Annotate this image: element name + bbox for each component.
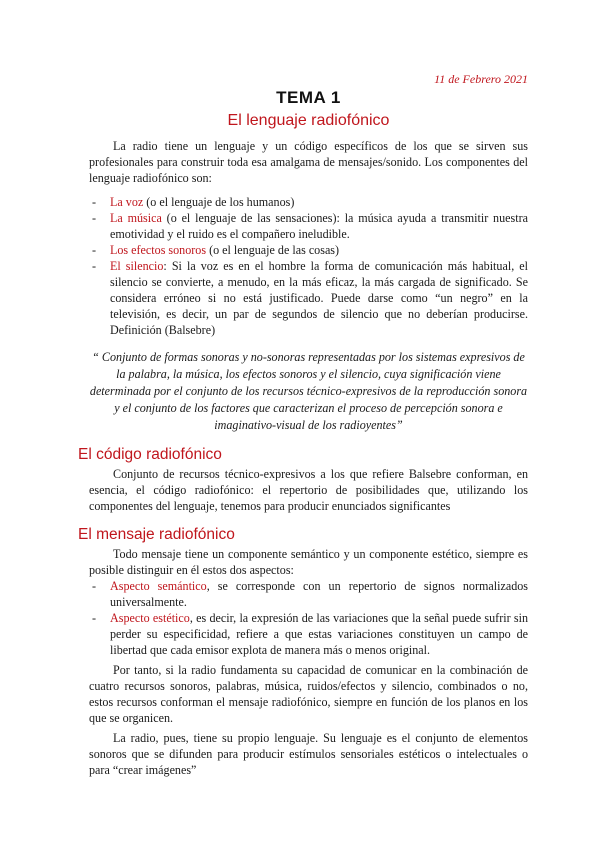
- item-text: (o el lenguaje de los humanos): [143, 195, 295, 209]
- dash-marker: -: [92, 259, 97, 273]
- term-efectos: Los efectos sonoros: [110, 243, 207, 257]
- mensaje-paragraph-1: Todo mensaje tiene un componente semántico y un componente estético, siempre es posible distinguir en él estos dos aspectos:: [89, 547, 528, 577]
- item-text: (o el lenguaje de las cosas): [206, 243, 340, 257]
- dash-marker: -: [92, 211, 97, 225]
- balsebre-quote: “ Conjunto de formas sonoras y no-sonoras representadas por los sistemas expresivos de la palabra, la música, los efectos sonoros y el silencio, cuya significación viene determinada por el conjunto de los recursos técnico-expresivos de la reproducción sonora y el conjunto de los factores que caracterizan el proceso de percepción sonora e imaginativo-visual de los radioyentes”: [89, 350, 528, 432]
- list-item: [89, 242, 528, 258]
- dash-marker: -: [92, 611, 97, 625]
- list-item: [89, 194, 528, 210]
- section-heading-mensaje: El mensaje radiofónico: [78, 526, 235, 543]
- term-estetico: Aspecto estético: [110, 611, 190, 625]
- codigo-paragraph: Conjunto de recursos técnico-expresivos a los que refiere Balsebre conforman, en esencia, el código radiofónico: el repertorio de posibilidades que, utilizando los componentes del lenguaje, tenemos para producir enunciados significantes: [89, 467, 528, 513]
- item-text: : Si la voz es en el hombre la forma de comunicación más habitual, el silencio se convierte, a menudo, en la más eficaz, la más cargada de significado. Se considera erróneo si no está justificado. Puede darse como “un negro” en la televisión, es decir, un par de segundos de silencio que no deberían producirse. Definición (Balsebre): [110, 259, 528, 337]
- mensaje-paragraph-3: La radio, pues, tiene su propio lenguaje. Su lenguaje es el conjunto de elementos sonoros que se difunden para producir estímulos sensoriales estéticos o intelectuales o para “crear imágenes”: [89, 731, 528, 777]
- intro-paragraph: La radio tiene un lenguaje y un código específicos de los que se sirven sus profesionales para construir toda esa amalgama de mensajes/sonido. Los componentes del lenguaje radiofónico son:: [89, 139, 528, 185]
- term-semantico: Aspecto semántico: [110, 579, 207, 593]
- components-list: [89, 194, 528, 338]
- list-item: [89, 610, 528, 658]
- list-item: [89, 210, 528, 242]
- page-title: TEMA 1: [276, 88, 341, 107]
- dash-marker: -: [92, 243, 97, 257]
- item-text: , es decir, la expresión de las variaciones que la señal puede sufrir sin perder su especificidad, refiere a que estas variaciones constituyen un campo de libertad que cada emisor explota de manera más o menos original.: [110, 611, 528, 657]
- item-text: , se corresponde con un repertorio de signos normalizados universalmente.: [110, 579, 528, 609]
- document-date: 11 de Febrero 2021: [434, 72, 528, 86]
- dash-marker: -: [92, 195, 97, 209]
- list-item: [89, 578, 528, 610]
- aspects-list: [89, 578, 528, 658]
- term-silencio: El silencio: [110, 259, 164, 273]
- term-voz: La voz: [110, 195, 144, 209]
- item-text: (o el lenguaje de las sensaciones): la música ayuda a transmitir nuestra emotividad y el ruido es el compañero ineludible.: [110, 211, 528, 241]
- section-heading-codigo: El código radiofónico: [78, 446, 222, 463]
- page-subtitle: El lenguaje radiofónico: [227, 112, 390, 129]
- list-item: [89, 258, 528, 338]
- mensaje-paragraph-2: Por tanto, si la radio fundamenta su capacidad de comunicar en la combinación de cuatro recursos sonoros, palabras, música, ruidos/efectos y silencio, combinados o no, estos recursos conforman el mensaje radiofónico, siempre en función de los planos en los que se organicen.: [89, 663, 528, 725]
- term-musica: La música: [110, 211, 162, 225]
- dash-marker: -: [92, 579, 97, 593]
